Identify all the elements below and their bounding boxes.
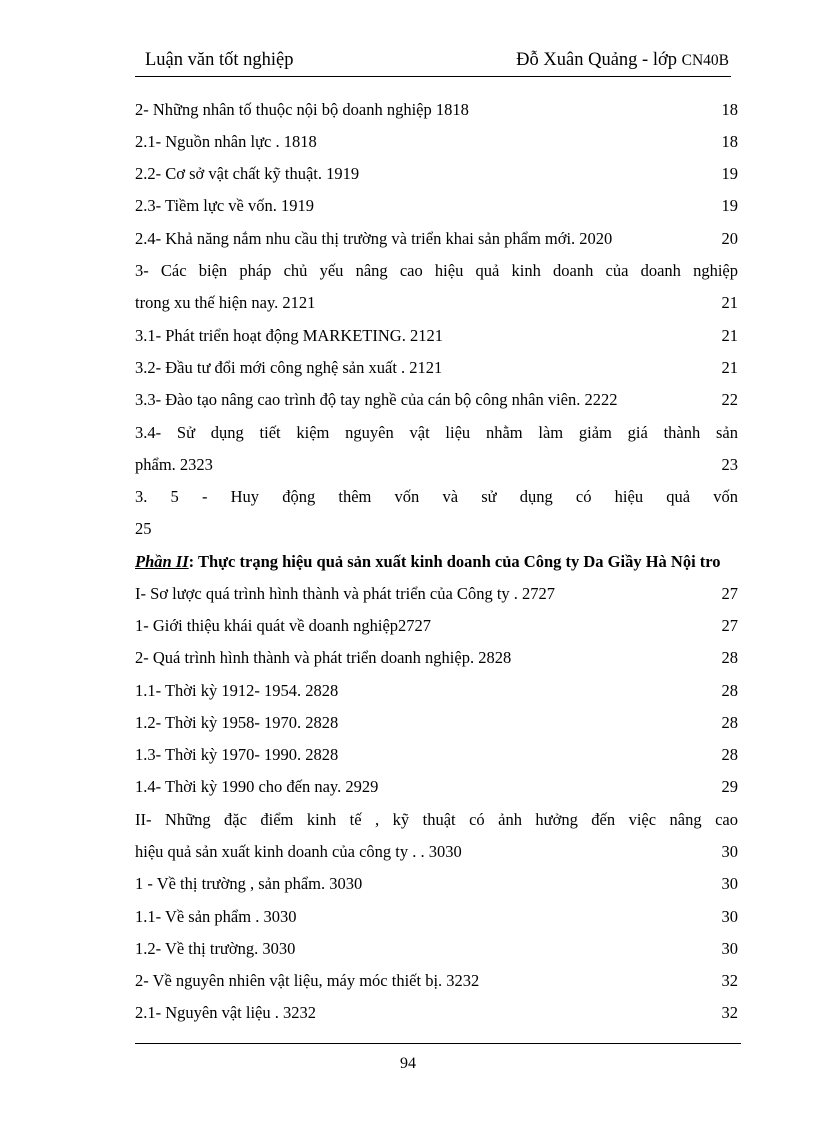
toc-entry-text: trong xu thế hiện nay. 2121: [135, 293, 316, 312]
toc-entry-text: 2.1- Nguyên vật liệu . 3232: [135, 1003, 317, 1022]
toc-entry-page: 32: [721, 1003, 738, 1022]
toc-entry-page: 32: [721, 971, 738, 990]
toc-entry[interactable]: [135, 196, 738, 228]
toc-entry-page: 21: [721, 293, 738, 312]
toc-entry-page: 30: [721, 907, 738, 926]
header-class: CN40B: [681, 52, 729, 69]
toc-entry-page: 30: [721, 939, 738, 958]
toc-entry-text: 2.2- Cơ sở vật chất kỹ thuật. 1919: [135, 164, 360, 183]
toc-entry-text: hiệu quả sản xuất kinh doanh của công ty . . 3030: [135, 842, 462, 861]
toc-part-heading[interactable]: [135, 552, 816, 584]
toc-entry-page: 30: [721, 842, 738, 861]
toc-entry-page: 18: [721, 100, 738, 119]
toc-entry-text: 2- Quá trình hình thành và phát triển doanh nghiệp. 2828: [135, 648, 512, 667]
toc-entry[interactable]: [135, 455, 738, 487]
toc-entry[interactable]: [135, 681, 738, 713]
toc-entry[interactable]: [135, 745, 738, 777]
toc-entry-page: 28: [721, 713, 738, 732]
part-label: Phần II: [135, 552, 189, 571]
toc-entry-page: 30: [721, 874, 738, 893]
toc-entry[interactable]: [135, 648, 738, 680]
toc-entry[interactable]: [135, 293, 738, 325]
toc-entry-text: 3. 5 - Huy động thêm vốn và sử dụng có hiệu quả vốn: [135, 487, 738, 506]
toc-entry-text: 25: [135, 519, 152, 538]
toc-entry-text: 1.2- Thời kỳ 1958- 1970. 2828: [135, 713, 339, 732]
toc-entry-text: 3.1- Phát triển hoạt động MARKETING. 2121: [135, 326, 443, 345]
part-title: : Thực trạng hiệu quả sản xuất kinh doanh của Công ty Da Giầy Hà Nội tro: [188, 552, 721, 571]
toc-entry-text: I- Sơ lược quá trình hình thành và phát triển của Công ty . 2727: [135, 584, 556, 603]
toc-entry[interactable]: [135, 100, 738, 132]
toc-entry-text: 2.3- Tiềm lực về vốn. 1919: [135, 196, 314, 215]
toc-entry[interactable]: [135, 326, 738, 358]
toc-entry[interactable]: [135, 874, 738, 906]
header-title: Luận văn tốt nghiệp: [145, 50, 294, 70]
toc-entry-text: 1.1- Về sản phẩm . 3030: [135, 907, 297, 926]
toc-entry[interactable]: [135, 358, 738, 390]
toc-entry[interactable]: [135, 164, 738, 196]
toc-entry-page: 20: [721, 229, 738, 248]
toc-entry-text: 3.2- Đầu tư đổi mới công nghệ sản xuất . 2121: [135, 358, 443, 377]
toc-entry[interactable]: [135, 777, 738, 809]
toc-entry-page: 27: [721, 616, 738, 635]
toc-entry[interactable]: [135, 584, 738, 616]
toc-entry-text: II- Những đặc điểm kinh tế , kỹ thuật có ảnh hưởng đến việc nâng cao: [135, 810, 738, 829]
toc-entry-text: 3.4- Sử dụng tiết kiệm nguyên vật liệu nhằm làm giảm giá thành sản: [135, 423, 738, 442]
toc-entry-text: 1- Giới thiệu khái quát về doanh nghiệp2727: [135, 616, 432, 635]
toc-entry[interactable]: [135, 971, 738, 1003]
toc-entry[interactable]: [135, 423, 738, 455]
toc-entry-text: 2.4- Khả năng nắm nhu cầu thị trường và triển khai sản phẩm mới. 2020: [135, 229, 613, 248]
toc-entry[interactable]: [135, 1003, 738, 1035]
toc-entry-page: 19: [721, 196, 738, 215]
toc-entry-page: 18: [721, 132, 738, 151]
toc-entry[interactable]: [135, 390, 738, 422]
toc-entry-page: 29: [721, 777, 738, 796]
toc-entry-page: 23: [721, 455, 738, 474]
toc-entry[interactable]: [135, 229, 738, 261]
toc-entry-text: [135, 552, 721, 572]
toc-entry-page: 22: [721, 390, 738, 409]
toc-entry[interactable]: [135, 713, 738, 745]
toc-entry-text: 1.3- Thời kỳ 1970- 1990. 2828: [135, 745, 339, 764]
toc-entry-page: 19: [721, 164, 738, 183]
header-author: [516, 50, 729, 71]
toc-entry-text: 1.1- Thời kỳ 1912- 1954. 2828: [135, 681, 339, 700]
toc-entry-text: 2- Những nhân tố thuộc nội bộ doanh nghiệp 1818: [135, 100, 469, 119]
toc-entry-text: 1 - Về thị trường , sản phẩm. 3030: [135, 874, 363, 893]
toc-entry[interactable]: [135, 939, 738, 971]
footer-divider: [135, 1043, 741, 1044]
toc-entry-text: 1.4- Thời kỳ 1990 cho đến nay. 2929: [135, 777, 379, 796]
toc-entry-text: 3.3- Đào tạo nâng cao trình độ tay nghề của cán bộ công nhân viên. 2222: [135, 390, 618, 409]
toc-entry-text: 3- Các biện pháp chủ yếu nâng cao hiệu quả kinh doanh của doanh nghiệp: [135, 261, 738, 280]
page-number: 94: [400, 1055, 416, 1072]
toc-entry-page: 21: [721, 326, 738, 345]
toc-entry[interactable]: [135, 842, 738, 874]
toc-entry-text: phẩm. 2323: [135, 455, 213, 474]
toc-entry[interactable]: [135, 616, 738, 648]
toc-entry[interactable]: [135, 519, 738, 551]
toc-entry-page: 28: [721, 681, 738, 700]
toc-entry-page: 21: [721, 358, 738, 377]
page-header: [135, 50, 731, 77]
toc-entry-text: 2.1- Nguồn nhân lực . 1818: [135, 132, 317, 151]
toc-entry[interactable]: [135, 810, 738, 842]
toc-entry[interactable]: [135, 132, 738, 164]
toc-entry-page: 27: [721, 584, 738, 603]
toc-entry[interactable]: [135, 907, 738, 939]
toc-entry-page: 28: [721, 745, 738, 764]
toc-entry-page: 28: [721, 648, 738, 667]
header-author-name: Đỗ Xuân Quảng - lớp: [516, 50, 677, 70]
toc-entry-text: 1.2- Về thị trường. 3030: [135, 939, 296, 958]
toc-entry[interactable]: [135, 487, 738, 519]
toc-entry-text: 2- Về nguyên nhiên vật liệu, máy móc thiết bị. 3232: [135, 971, 480, 990]
toc-entry[interactable]: [135, 261, 738, 293]
